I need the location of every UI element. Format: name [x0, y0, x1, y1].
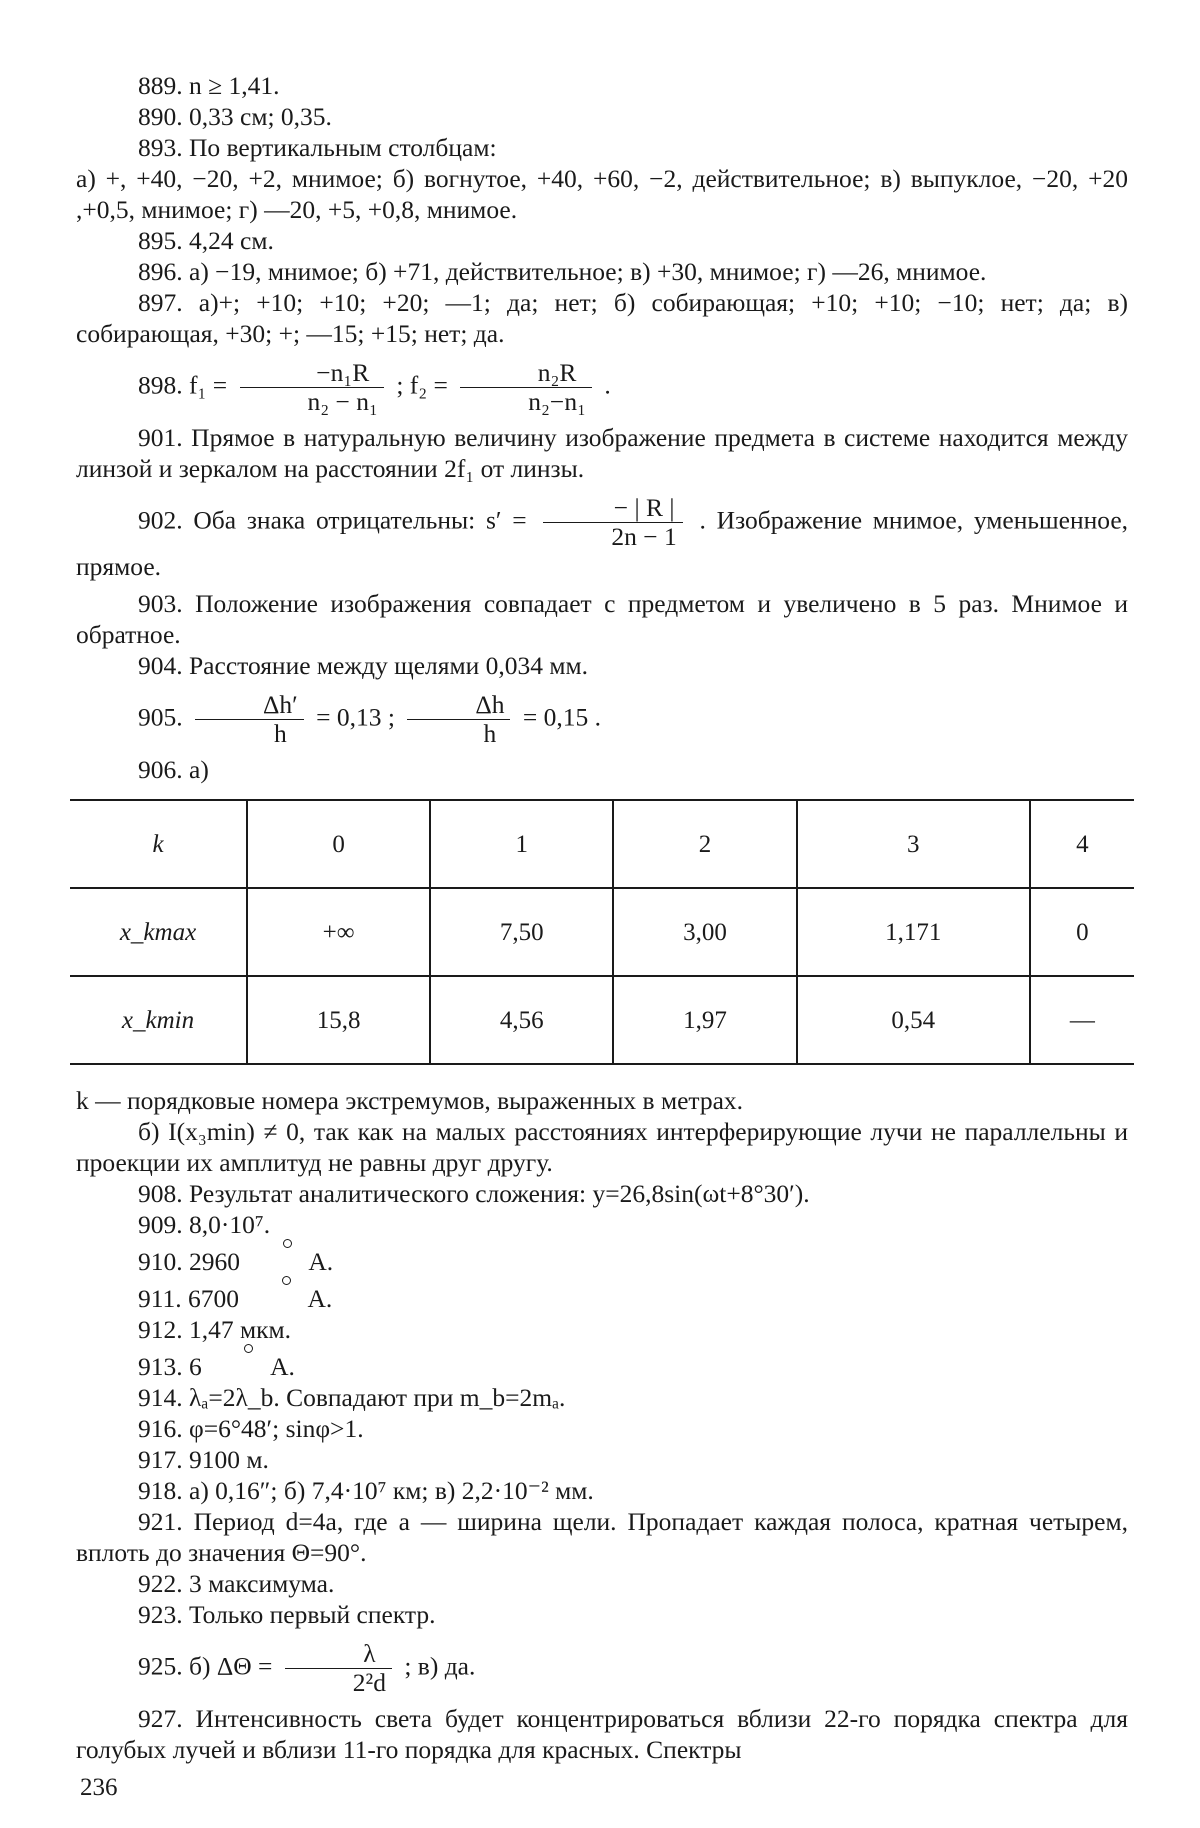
answer-893-items: а) +, +40, −20, +2, мнимое; б) вогнутое, +40, +60, −2, действительное; в) выпуклое, −20, +20 ,+0,5, мнимое; г) —20, +5, +0,8, мнимое. [76, 164, 1128, 224]
table-cell: 3 [797, 800, 1030, 888]
page-number: 236 [80, 1774, 118, 1801]
answer-925 [76, 1640, 1128, 1697]
answer-898-end: . [604, 370, 611, 400]
answer-911 [76, 1283, 1128, 1314]
answer-922: 922. 3 максимума. [138, 1569, 335, 1598]
answer-906: 906. а) [138, 755, 209, 784]
fraction-s-numerator: − | R | [543, 494, 682, 523]
answer-917: 917. 9100 м. [138, 1445, 269, 1474]
table-cell: x_kmin [70, 976, 247, 1064]
answer-905-value-2: = 0,15 . [522, 702, 601, 732]
table-cell: x_kmax [70, 888, 247, 976]
fraction-f2-denominator: n₂−n₁ [528, 387, 586, 416]
answer-909: 909. 8,0·10⁷. [138, 1210, 271, 1239]
answer-921: 921. Период d=4a, где a — ширина щели. Пропадает каждая полоса, кратная четырем, вплоть до значения Θ=90°. [76, 1507, 1128, 1567]
answer-911-dot: . [325, 1284, 333, 1313]
fraction-s-denominator: 2n − 1 [611, 522, 677, 551]
table-cell: — [1030, 976, 1134, 1064]
answer-905-label: 905. [138, 702, 183, 732]
fraction-f1-denominator: n₂ − n₁ [307, 387, 378, 416]
answer-925-post: ; в) да. [404, 1651, 476, 1681]
table-cell: 3,00 [613, 888, 796, 976]
fraction-f1 [240, 359, 384, 416]
fraction-dtheta-numerator: λ [285, 1640, 392, 1669]
answer-893: 893. По вертикальным столбцам: [138, 133, 497, 162]
fraction-dtheta-denominator: 2²d [352, 1668, 386, 1697]
table-cell: 1,97 [613, 976, 796, 1064]
answer-911-pre: 911. 6700 [138, 1284, 246, 1313]
answer-927: 927. Интенсивность света будет концентрироваться вблизи 22-го порядка спектра для голубых лучей и вблизи 11-го порядка для красных. Спектры [76, 1704, 1128, 1764]
answer-898-f1: f₁ = [189, 370, 228, 400]
answer-910-dot: . [326, 1247, 334, 1276]
answers-content [76, 70, 1128, 1765]
table-cell: 2 [613, 800, 796, 888]
table-cell: 15,8 [247, 976, 430, 1064]
fraction-dh-prime [195, 691, 304, 748]
answer-910-pre: 910. 2960 [138, 1247, 247, 1276]
answer-903: 903. Положение изображения совпадает с предметом и увеличено в 5 раз. Мнимое и обратное. [76, 589, 1128, 649]
answer-897: 897. а)+; +10; +10; +20; —1; да; нет; б) собирающая; +10; +10; −10; нет; да; в) собирающая, +30; +; —15; +15; нет; да. [76, 288, 1128, 348]
answer-906-b: б) I(x₃min) ≠ 0, так как на малых расстояниях интерферирующие лучи не параллельны и проекции их амплитуд не равны друг другу. [76, 1117, 1128, 1177]
table-row [70, 888, 1134, 976]
answer-910 [76, 1246, 1128, 1277]
fraction-dh-numerator: Δh [407, 691, 510, 720]
table-cell: 4,56 [430, 976, 613, 1064]
answer-923: 923. Только первый спектр. [138, 1600, 436, 1629]
fraction-dh-prime-denominator: h [273, 719, 287, 748]
answer-902-pre: 902. Оба знака отрицательны: s′ = [138, 505, 527, 535]
answer-901: 901. Прямое в натуральную величину изображение предмета в системе находится между линзой и зеркалом на расстоянии 2f₁ от линзы. [76, 423, 1128, 483]
fraction-s [543, 494, 682, 551]
answer-912: 912. 1,47 мкм. [138, 1315, 292, 1344]
fraction-dh-prime-numerator: Δh′ [195, 691, 304, 720]
table-cell: 7,50 [430, 888, 613, 976]
answer-914: 914. λₐ=2λ_b. Совпадают при m_b=2mₐ. [138, 1383, 566, 1412]
fraction-f2-numerator: n₂R [460, 359, 592, 388]
answer-908: 908. Результат аналитического сложения: y=26,8sin(ωt+8°30′). [138, 1179, 810, 1208]
table-cell: 0 [1030, 888, 1134, 976]
fraction-dh-denominator: h [483, 719, 497, 748]
fraction-f2 [460, 359, 592, 416]
fraction-f1-numerator: −n₁R [240, 359, 384, 388]
table-cell: 0 [247, 800, 430, 888]
answer-898-label: 898. [138, 370, 183, 400]
table-cell: 1 [430, 800, 613, 888]
answer-902 [76, 494, 1128, 582]
answer-913-pre: 913. 6 [138, 1352, 209, 1381]
answer-904: 904. Расстояние между щелями 0,034 мм. [138, 651, 589, 680]
table-cell: +∞ [247, 888, 430, 976]
table-cell: 1,171 [797, 888, 1030, 976]
answer-902-post: . Изображение мнимое, уменьшенное, прямое. [76, 505, 1129, 581]
answer-906-note: k — порядковые номера экстремумов, выраженных в метрах. [76, 1086, 744, 1115]
angstrom-symbol: A [245, 1283, 325, 1314]
answer-905-value-1: = 0,13 ; [316, 702, 395, 732]
answer-918: 918. а) 0,16″; б) 7,4·10⁷ км; в) 2,2·10⁻² мм. [138, 1476, 594, 1505]
table-cell: 0,54 [797, 976, 1030, 1064]
answer-925-pre: 925. б) ΔΘ = [138, 1651, 273, 1681]
answer-895: 895. 4,24 см. [138, 226, 274, 255]
fraction-dtheta [285, 1640, 392, 1697]
answer-890: 890. 0,33 см; 0,35. [138, 102, 332, 131]
answer-896: 896. а) −19, мнимое; б) +71, действительное; в) +30, мнимое; г) —26, мнимое. [138, 257, 987, 286]
extremum-table [70, 799, 1134, 1065]
answer-898 [76, 359, 1128, 416]
fraction-dh [407, 691, 510, 748]
answer-916: 916. φ=6°48′; sinφ>1. [138, 1414, 364, 1443]
table-cell: k [70, 800, 247, 888]
table-row [70, 800, 1134, 888]
answer-913 [76, 1351, 1128, 1382]
angstrom-symbol: A [208, 1351, 288, 1382]
angstrom-symbol: A [246, 1246, 326, 1277]
table-cell: 4 [1030, 800, 1134, 888]
table-row [70, 976, 1134, 1064]
answer-913-dot: . [288, 1352, 295, 1381]
answer-905 [76, 691, 1128, 748]
answer-898-separator: ; f₂ = [396, 370, 448, 400]
answer-889: 889. n ≥ 1,41. [138, 71, 280, 100]
